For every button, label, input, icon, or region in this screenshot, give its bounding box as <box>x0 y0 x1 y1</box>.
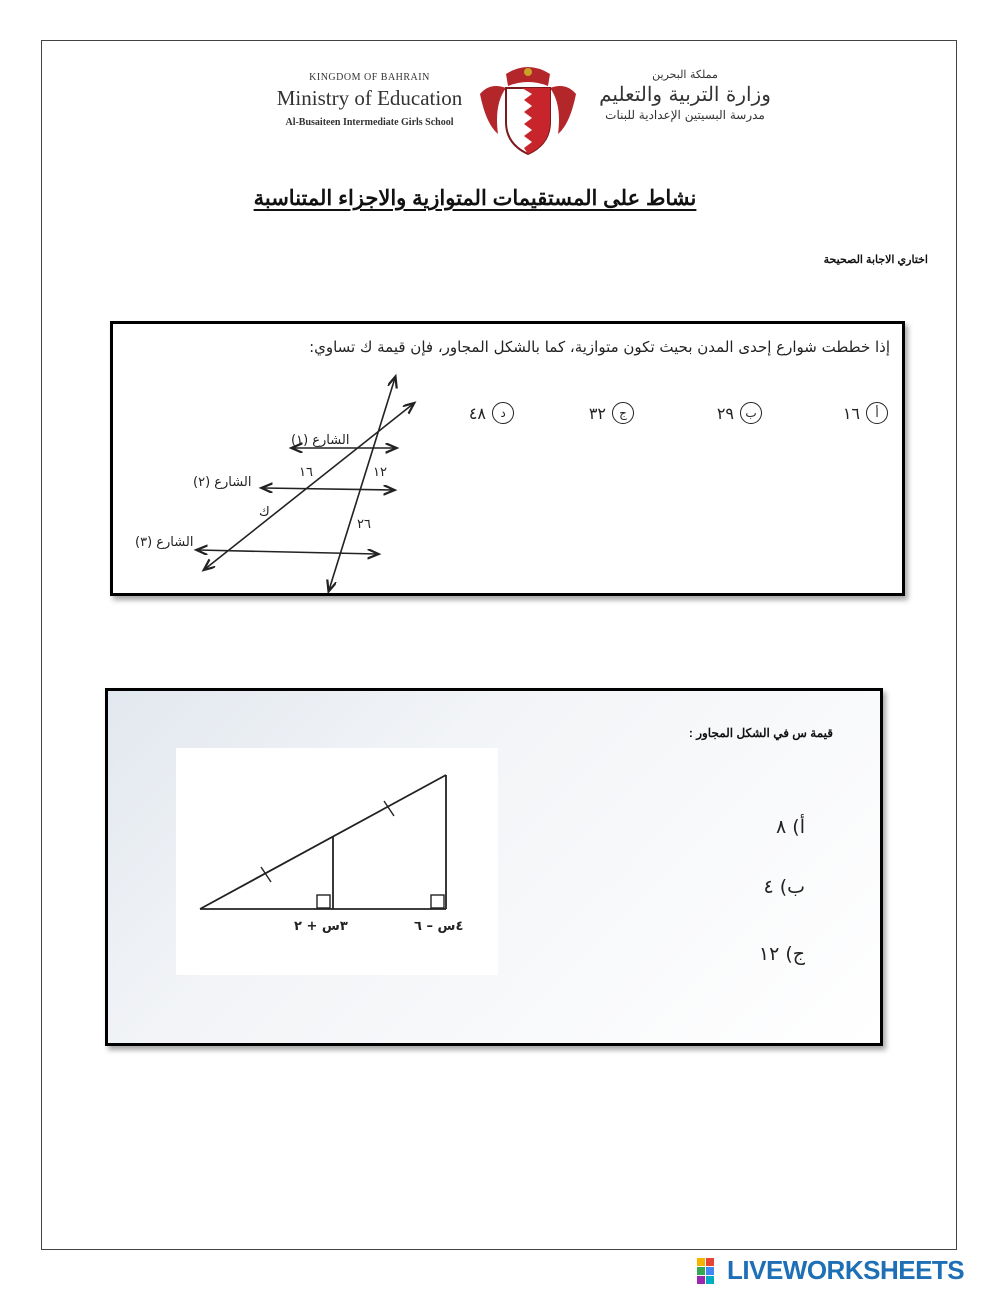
q1-option-c-letter: ج <box>612 402 634 424</box>
q1-option-a[interactable] <box>843 402 888 424</box>
segment-k-label: ك <box>259 505 270 520</box>
header-ministry-ar: وزارة التربية والتعليم <box>599 82 771 106</box>
question-1-text: إذا خططت شوارع إحدى المدن بحيث تكون متوازية، كما بالشكل المجاور، فإن قيمة ك تساوي: <box>309 338 890 356</box>
header-school-en: Al-Busaiteen Intermediate Girls School <box>285 117 454 128</box>
question-1-card <box>110 321 905 596</box>
q1-option-c[interactable] <box>589 402 634 424</box>
segment-26-label: ٢٦ <box>357 517 371 532</box>
q1-option-a-letter: أ <box>866 402 888 424</box>
street-1-label: الشارع (١) <box>291 433 350 448</box>
liveworksheets-brand-text: LIVEWORKSHEETS <box>727 1255 965 1285</box>
instruction-text: اختاري الاجابة الصحيحة <box>823 254 928 266</box>
right-angle-mark-outer <box>431 895 444 908</box>
header-kingdom-en: KINGDOM OF BAHRAIN <box>309 72 430 83</box>
right-angle-mark-inner <box>317 895 330 908</box>
liveworksheets-logo <box>697 1255 964 1286</box>
page-border <box>41 40 957 1250</box>
segment-12-label: ١٢ <box>373 465 387 480</box>
question-2-text: قيمة س في الشكل المجاور : <box>688 726 833 740</box>
q1-option-b[interactable] <box>717 402 762 424</box>
street-2-label: الشارع (٢) <box>193 475 252 490</box>
street-2-line <box>263 488 393 490</box>
q2-option-c[interactable]: ج) ١٢ <box>758 943 805 965</box>
q1-parallel-streets-figure <box>113 324 533 594</box>
liveworksheets-logo-icon <box>697 1258 723 1284</box>
page-title: نشاط على المستقيمات المتوازية والاجزاء المتناسبة <box>253 187 697 210</box>
header-english <box>262 72 477 128</box>
transversal-2-line <box>329 378 395 590</box>
q2-triangle-drawing <box>176 748 498 975</box>
street-3-label: الشارع (٣) <box>135 535 194 550</box>
q2-option-a[interactable]: أ) ٨ <box>776 816 805 838</box>
segment-16-label: ١٦ <box>299 465 313 480</box>
q1-option-b-value: ٢٩ <box>716 403 734 423</box>
right-segment-label: ٤س – ٦ <box>414 919 464 934</box>
left-segment-label: ٣س + ٢ <box>294 919 348 934</box>
q1-option-b-letter: ب <box>740 402 762 424</box>
q1-option-d-value: ٤٨ <box>468 403 486 423</box>
q1-option-d-letter: د <box>492 402 514 424</box>
header-arabic <box>590 68 780 122</box>
header-ministry-en: Ministry of Education <box>276 86 463 110</box>
question-2-card <box>105 688 883 1046</box>
header-school-ar: مدرسة البسيتين الإعدادية للبنات <box>605 108 765 122</box>
q1-option-c-value: ٣٢ <box>588 403 606 423</box>
q2-triangle-figure <box>176 748 498 975</box>
triangle-hypotenuse <box>200 775 446 909</box>
q1-option-a-value: ١٦ <box>842 403 860 423</box>
q2-option-b[interactable]: ب) ٤ <box>763 876 805 898</box>
header-kingdom-ar: مملكة البحرين <box>652 68 718 81</box>
bahrain-emblem-icon <box>476 64 580 156</box>
